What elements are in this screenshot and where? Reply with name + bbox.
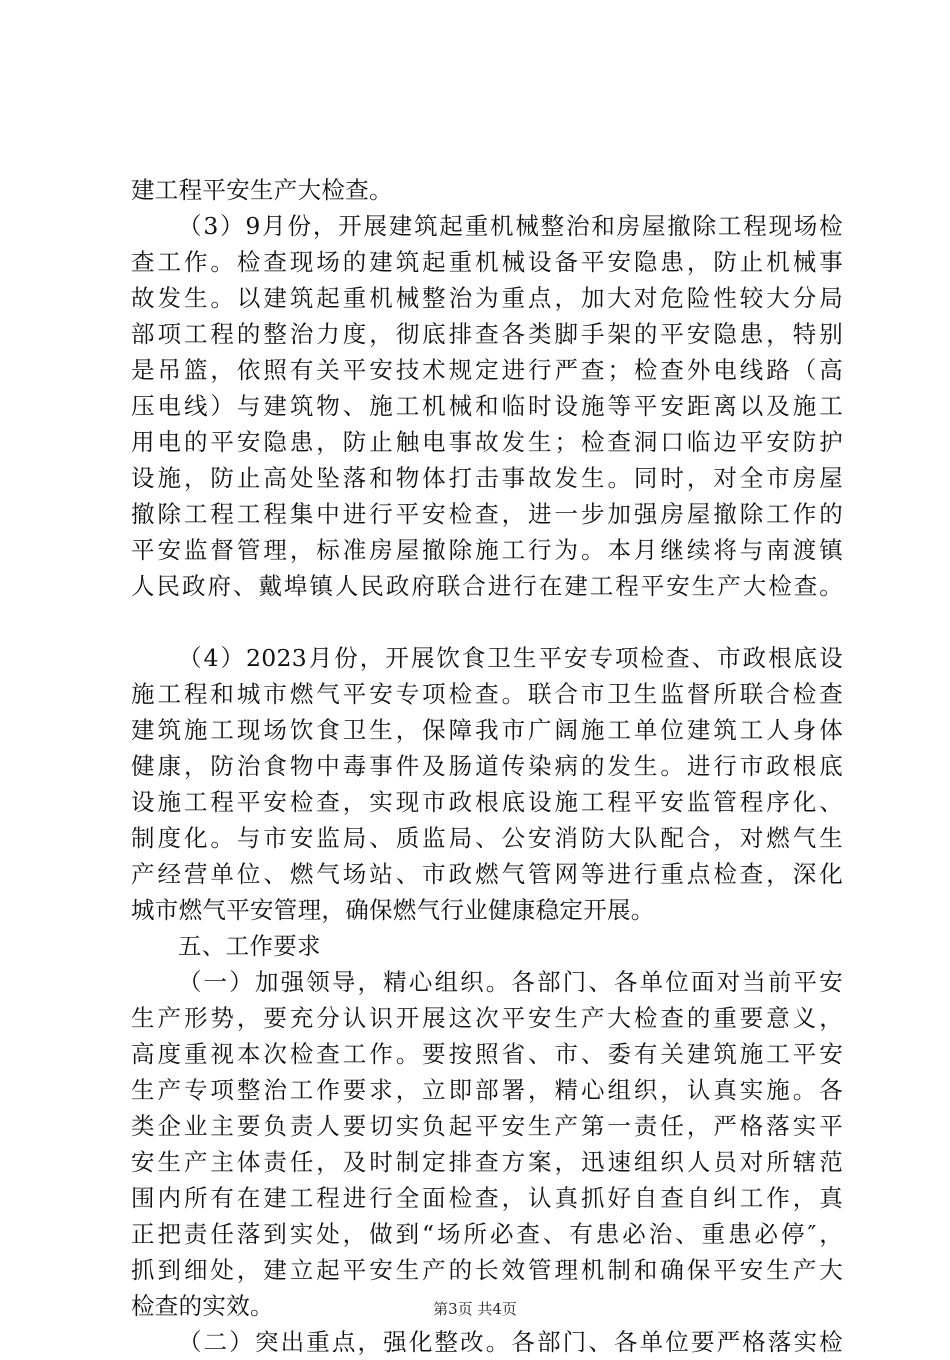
text-line: （二）突出重点，强化整改。各部门、各单位要严格落实检	[178, 1328, 843, 1356]
text-line: 类企业主要负责人要切实负起平安生产第一责任，严格落实平	[131, 1112, 843, 1140]
text-line: 围内所有在建工程进行全面检查，认真抓好自查自纠工作，真	[131, 1184, 843, 1212]
text-line: 高度重视本次检查工作。要按照省、市、委有关建筑施工平安	[131, 1040, 843, 1068]
text-line: 检查的实效。	[131, 1292, 274, 1320]
paragraph-gap	[131, 604, 843, 640]
text-line: 人民政府、戴埠镇人民政府联合进行在建工程平安生产大检查。	[131, 572, 843, 600]
text-line: 健康，防治食物中毒事件及肠道传染病的发生。进行市政根底	[131, 752, 843, 780]
text-line: 制度化。与市安监局、质监局、公安消防大队配合，对燃气生	[131, 824, 843, 852]
text-line: 查工作。检查现场的建筑起重机械设备平安隐患，防止机械事	[131, 248, 843, 276]
text-line: 产经营单位、燃气场站、市政燃气管网等进行重点检查，深化	[131, 860, 843, 888]
text-line: 压电线）与建筑物、施工机械和临时设施等平安距离以及施工	[131, 392, 843, 420]
text-line: 部项工程的整治力度，彻底排查各类脚手架的平安隐患，特别	[131, 320, 843, 348]
text-line: 城市燃气平安管理，确保燃气行业健康稳定开展。	[131, 896, 655, 924]
text-line: 抓到细处，建立起平安生产的长效管理机制和确保平安生产大	[131, 1256, 843, 1284]
document-body	[131, 172, 843, 1360]
text-line: 安生产主体责任，及时制定排查方案，迅速组织人员对所辖范	[131, 1148, 843, 1176]
text-line: 平安监督管理，标准房屋撤除施工行为。本月继续将与南渡镇	[131, 536, 843, 564]
text-line: 生产形势，要充分认识开展这次平安生产大检查的重要意义，	[131, 1004, 843, 1032]
text-line: 施工程和城市燃气平安专项检查。联合市卫生监督所联合检查	[131, 680, 843, 708]
text-line: 生产专项整治工作要求，立即部署，精心组织，认真实施。各	[131, 1076, 843, 1104]
text-line: 撤除工程工程集中进行平安检查，进一步加强房屋撤除工作的	[131, 500, 843, 528]
text-line: 设施工程平安检查，实现市政根底设施工程平安监管程序化、	[131, 788, 843, 816]
text-line: 建筑施工现场饮食卫生，保障我市广阔施工单位建筑工人身体	[131, 716, 843, 744]
text-line: 正把责任落到实处，做到“场所必查、有患必治、重患必停″，	[131, 1220, 843, 1248]
text-line: 设施，防止高处坠落和物体打击事故发生。同时，对全市房屋	[131, 464, 843, 492]
text-line: （3）9月份，开展建筑起重机械整治和房屋撤除工程现场检	[178, 212, 843, 240]
section-heading: 五、工作要求	[178, 932, 321, 960]
text-line: 用电的平安隐患，防止触电事故发生；检查洞口临边平安防护	[131, 428, 843, 456]
text-line: 是吊篮，依照有关平安技术规定进行严查；检查外电线路（高	[131, 356, 843, 384]
text-line: 故发生。以建筑起重机械整治为重点，加大对危险性较大分局	[131, 284, 843, 312]
page-number-footer: 第3页 共4页	[433, 1300, 517, 1318]
text-line: 建工程平安生产大检查。	[131, 176, 393, 204]
text-line: （一）加强领导，精心组织。各部门、各单位面对当前平安	[178, 968, 843, 996]
text-line: （4）2023月份，开展饮食卫生平安专项检查、市政根底设	[178, 644, 843, 672]
